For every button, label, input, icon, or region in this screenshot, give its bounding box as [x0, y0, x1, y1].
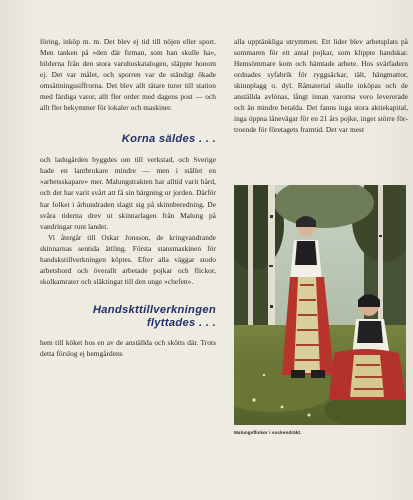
folk-costume-photo [234, 185, 406, 425]
section-heading-handsk [40, 304, 216, 330]
photo-illustration [234, 185, 406, 425]
photo-caption: Malungsflickor i sockendräkt. [234, 430, 302, 435]
intro-paragraph: föring, inköp m. m. Det blev ej tid till nöjen eller sport. Men tanken på »den där firman, som han skulle ha», bilderna från den stora varuhuskatalogen, släppte honom ej. Det var målet, och sporren var de ständigt ökade omsättningssiffrorna. Det blev allt tätare turer till station med färdiga varor, allt fler order med dagens post — och allt fler bekymmer för lokaler och maskiner. [40, 37, 216, 113]
section-heading-korna: Korna säldes . . . [121, 133, 216, 146]
section-heading-handsk-line2: flyttades . . . [146, 316, 216, 329]
right-paragraph: alla upptänkliga utrymmen. Ett lider blev arbetsplats på sommaren för ett antal pojkar, som klippte handskar. Hemsömmare kom och hämtade arbete. Hos svärfadern ordnades syfabrik för ryggsäckar, tält, hängmattor, skinnplagg o. dyl. Råmaterial skulle inköpas och de anställda avlönas, långt innan varorna voro levererade och än mindre betalda. Det fanns inga stora aktiekapital, inga öppna lånevägar för en 21 års pojke, inget större förtroende för företagets framtid. Det var mest [234, 37, 408, 135]
korna-paragraph: och ladugården byggdes om till verkstad, och Sverige hade en lantbrukare mindre — men i stället en »arbetsskapare» mer. Malungstrakten har alltid varit hård, och det har varit svårt att få sin bärgning ur jorden. Därför har folket i århundraden slagit sig på skinnberedning. De svåra tiderna drev ut skinnarlagen från Malung på vandringar runt landet. [40, 155, 216, 231]
right-text-column [234, 36, 408, 135]
left-text-column [40, 36, 216, 359]
closing-paragraph: hem till köket hos en av de anställda och skötts där. Trots detta förslog ej hemgårdens [40, 337, 216, 358]
oskar-paragraph: Vi återgår till Oskar Jonsson, de kringvandrande skinnarnas sentida ättling. Första stansmaskinen för handskstillverkningen köptes. Efter alla väggar stodo arbetsbord och överallt arbetade pojkar och flickor, skolkamrater och släktingar till den unge »chefen». [40, 232, 216, 286]
section-heading-handsk-line1: Handskttillverkningen [92, 303, 216, 316]
